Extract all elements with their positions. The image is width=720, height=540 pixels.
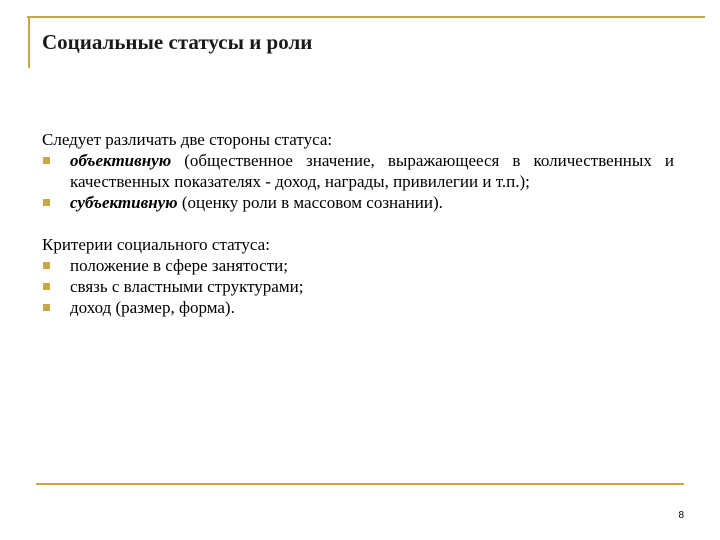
square-bullet-icon	[43, 283, 50, 290]
spacer	[42, 213, 674, 234]
term-objective: объективную	[70, 151, 172, 170]
square-bullet-icon	[43, 262, 50, 269]
list-item	[42, 150, 674, 192]
section-heading-status-sides: Следует различать две стороны статуса:	[42, 130, 333, 149]
slide-body	[42, 129, 674, 318]
term-subjective: субъективную	[70, 193, 178, 212]
square-bullet-icon	[43, 304, 50, 311]
list-item	[42, 276, 674, 297]
square-bullet-icon	[43, 157, 50, 164]
footer-rule	[36, 483, 684, 485]
list-item	[42, 297, 674, 318]
title-left-rule	[28, 16, 30, 68]
list-item	[42, 192, 674, 213]
square-bullet-icon	[43, 199, 50, 206]
slide-title: Социальные статусы и роли	[42, 30, 313, 54]
criterion-text: доход (размер, форма).	[70, 298, 235, 317]
list-item	[42, 255, 674, 276]
term-objective-description: (общественное значение, выражающееся в количественных и качественных показателях - доход, награды, привилегии и т.п.);	[70, 151, 674, 191]
criterion-text: положение в сфере занятости;	[70, 256, 288, 275]
criteria-list	[42, 255, 674, 318]
title-top-rule	[27, 16, 705, 18]
status-sides-list	[42, 150, 674, 213]
term-subjective-description: (оценку роли в массовом сознании).	[177, 193, 443, 212]
page-number: 8	[678, 510, 684, 521]
criterion-text: связь с властными структурами;	[70, 277, 304, 296]
section-heading-criteria: Критерии социального статуса:	[42, 235, 270, 254]
